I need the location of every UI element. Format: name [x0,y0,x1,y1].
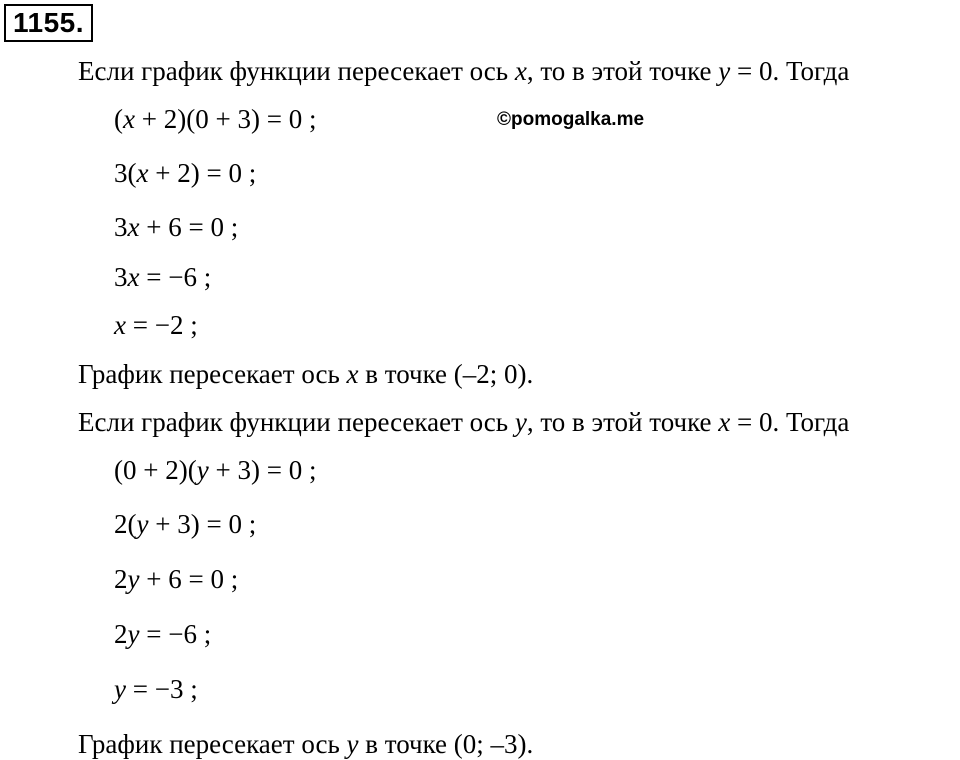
part1-step-3 [114,214,238,241]
part2-intro [78,409,849,436]
part1-intro-var: x [514,56,527,86]
part2-conclusion-text-2: в точке (0; –3). [358,729,534,759]
part2-intro-text-3: = 0. Тогда [730,407,850,437]
part1-intro-cond-var: y [718,56,731,86]
equation: 3x = −6 ; [114,262,212,292]
part1-intro [78,58,849,85]
part2-conclusion-text-1: График пересекает ось [78,729,347,759]
part2-step-2 [114,511,256,538]
part2-intro-text-1: Если график функции пересекает ось [78,407,515,437]
equation: 2y + 6 = 0 ; [114,564,239,594]
part1-step-1 [114,106,316,133]
part1-intro-text-1: Если график функции пересекает ось [78,56,515,86]
watermark: ©pomogalka.me [497,109,645,130]
part2-step-3 [114,566,238,593]
equation: 3(x + 2) = 0 ; [114,158,257,188]
part1-intro-text-3: = 0. Тогда [730,56,850,86]
part1-conclusion [78,361,533,388]
part1-conclusion-text-1: График пересекает ось [78,359,347,389]
equation: 2y = −6 ; [114,619,212,649]
part1-step-4 [114,264,211,291]
part2-step-1 [114,457,316,484]
part2-step-5 [114,676,198,703]
part1-conclusion-var: x [346,359,359,389]
equation: y = −3 ; [114,674,198,704]
equation: x = −2 ; [114,310,198,340]
equation: (0 + 2)(y + 3) = 0 ; [114,455,317,485]
equation: (x + 2)(0 + 3) = 0 ; [114,104,317,134]
part2-intro-text-2: , то в этой точке [526,407,719,437]
part2-step-4 [114,621,211,648]
part1-conclusion-text-2: в точке (–2; 0). [358,359,534,389]
part2-intro-var: y [514,407,527,437]
part1-step-2 [114,160,256,187]
part2-intro-cond-var: x [718,407,731,437]
equation: 2(y + 3) = 0 ; [114,509,257,539]
problem-number-badge: 1155. [4,4,93,42]
part1-step-5 [114,312,198,339]
equation: 3x + 6 = 0 ; [114,212,239,242]
part2-conclusion-var: y [346,729,359,759]
part1-intro-text-2: , то в этой точке [526,56,719,86]
part2-conclusion [78,731,533,758]
